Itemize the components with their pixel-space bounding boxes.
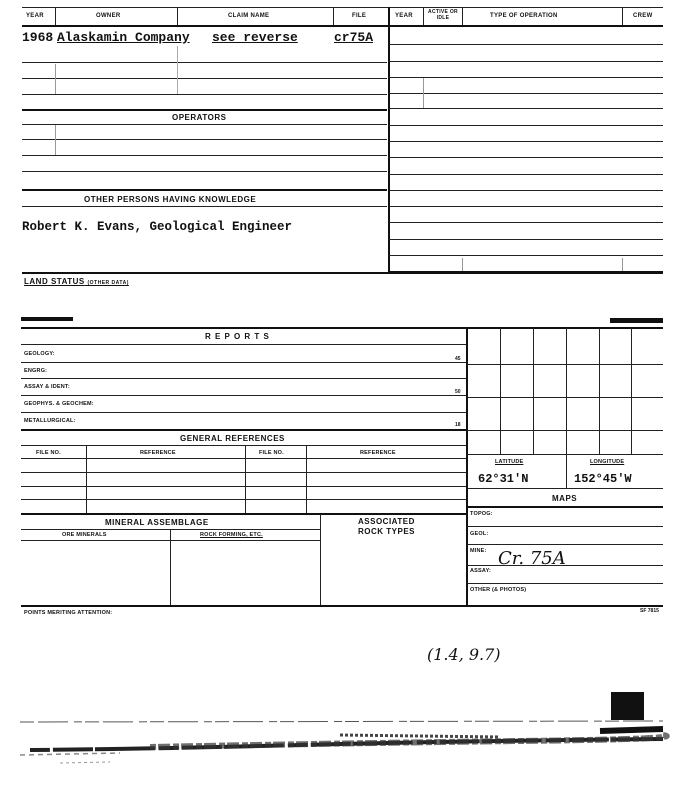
report-assay-num: 50 [455,389,461,395]
owner-name: Alaskamin Company [57,30,190,45]
report-metallurgical: METALLURGICAL: [24,418,76,424]
ref-reference-1: REFERENCE [140,450,176,456]
maps-topog: TOPOG: [470,511,493,517]
maps-geol: GEOL: [470,531,489,537]
operators-heading: OPERATORS [172,113,227,122]
ref-file-no-2: FILE NO. [259,450,284,456]
land-status-label: LAND STATUS [24,277,85,286]
rock-forming-label: ROCK FORMING, ETC. [200,532,263,538]
header-claim-name: CLAIM NAME [228,13,270,19]
latitude-value: 62°31'N [478,472,529,486]
latitude-label: LATITUDE [495,459,524,465]
maps-mine-handwritten: Cr. 75A [498,548,566,569]
longitude-value: 152°45'W [574,472,632,486]
general-references-heading: GENERAL REFERENCES [180,434,285,443]
other-person-entry: Robert K. Evans, Geological Engineer [22,220,293,234]
other-persons-heading: OTHER PERSONS HAVING KNOWLEDGE [84,195,257,204]
header-owner: OWNER [96,13,121,19]
claim-name-value: see reverse [212,30,298,45]
owner-year: 1968 [22,30,54,45]
ref-file-no-1: FILE NO. [36,450,61,456]
longitude-label: LONGITUDE [590,459,625,465]
header-crew: CREW [633,13,653,19]
maps-other: OTHER (& PHOTOS) [470,587,527,593]
header-active-idle: ACTIVE OR IDLE [428,9,458,21]
header-file: FILE [352,13,367,19]
report-engrg: ENGRG: [24,368,48,374]
mineral-assemblage-heading: MINERAL ASSEMBLAGE [105,518,209,527]
maps-mine: MINE: [470,548,487,554]
handwritten-coordinates: (1.4, 9.7) [427,645,501,664]
maps-assay: ASSAY: [470,568,492,574]
maps-heading: MAPS [552,494,578,503]
associated-heading: ASSOCIATED [358,517,415,526]
points-meriting-attention: POINTS MERITING ATTENTION: [24,610,113,616]
header-year: YEAR [26,13,44,19]
header-type-of-operation: TYPE OF OPERATION [490,13,558,19]
form-code: SF 7815 [640,608,659,614]
report-assay: ASSAY & IDENT: [24,384,70,390]
ore-minerals-label: ORE MINERALS [62,532,107,538]
reports-heading: R E P O R T S [205,332,270,341]
land-status-sub: (OTHER DATA) [87,280,129,286]
report-metallurgical-num: 18 [455,422,461,428]
report-geology-num: 45 [455,356,461,362]
file-value: cr75A [334,30,374,45]
header-year-right: YEAR [395,13,413,19]
rock-types-heading: ROCK TYPES [358,527,416,536]
land-status-heading [24,277,129,286]
scan-noise-band [0,715,678,785]
report-geophys: GEOPHYS. & GEOCHEM: [24,401,94,407]
report-geology: GEOLOGY: [24,351,55,357]
ref-reference-2: REFERENCE [360,450,396,456]
